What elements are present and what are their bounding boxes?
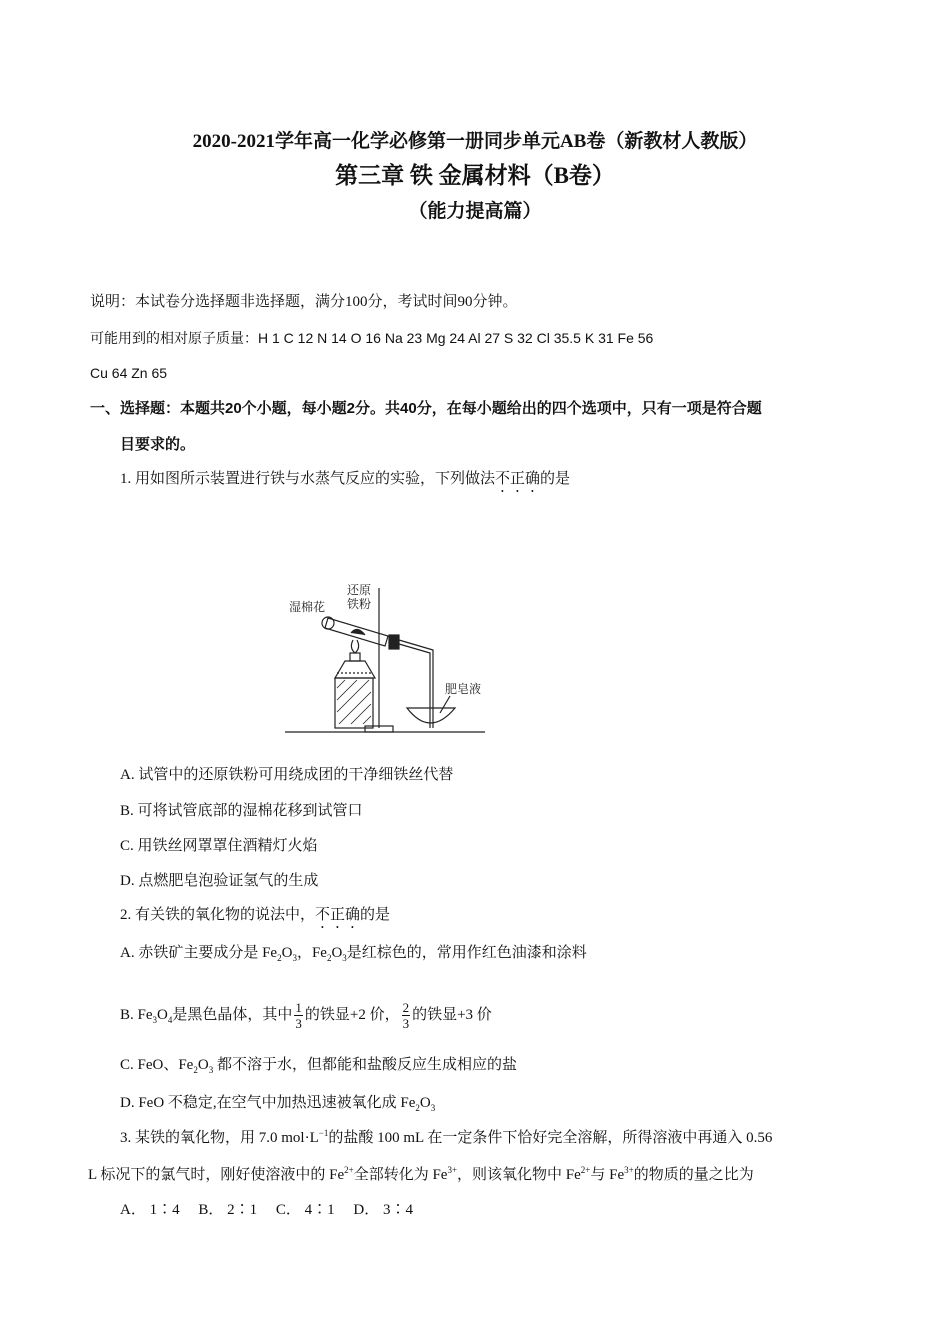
text: 的铁显+3 价	[412, 1007, 492, 1023]
section-heading-line2: 目要求的。	[120, 436, 196, 453]
subscript: 3	[208, 1065, 214, 1075]
superscript: 3+	[624, 1165, 634, 1175]
atomic-masses-line1: 可能用到的相对原子质量：H 1 C 12 N 14 O 16 Na 23 Mg 24 Al 27 S 32 Cl 35.5 K 31 Fe 56	[90, 330, 654, 346]
text: 全部转化为 Fe	[353, 1167, 448, 1183]
iron-steam-apparatus-figure	[285, 578, 495, 738]
superscript: 3+	[447, 1165, 458, 1175]
q3-option-a: A． 1∶4	[120, 1202, 180, 1218]
text: 的物质的量之比为	[633, 1167, 754, 1183]
text: 是红棕色的，常用作红色油漆和涂料	[346, 945, 587, 961]
fraction-two-thirds	[402, 1000, 411, 1031]
q3-option-c: C． 4∶1	[275, 1202, 335, 1218]
text: B. Fe	[120, 1007, 153, 1023]
atomic-masses-line2: Cu 64 Zn 65	[90, 365, 168, 381]
text: 是黑色晶体，其中	[172, 1007, 293, 1023]
label-cotton: 湿棉花	[289, 600, 326, 614]
subscript: 3	[342, 953, 347, 963]
q1-option-d: D. 点燃肥皂泡验证氢气的生成	[120, 873, 319, 889]
q3-options	[120, 1200, 413, 1220]
subscript: 2	[193, 1065, 198, 1075]
text: O	[331, 945, 343, 961]
q3-option-b: B． 2∶1	[198, 1202, 258, 1218]
q1-stem	[120, 469, 570, 496]
denominator: 3	[295, 1016, 302, 1032]
q2-stem	[120, 905, 390, 932]
subscript: 2	[326, 953, 332, 963]
label-iron-1: 还原	[347, 583, 372, 597]
q2-stem-pre: 2. 有关铁的氧化物的说法中，	[120, 907, 316, 923]
q3-option-d: D． 3∶4	[353, 1202, 413, 1218]
text: ，则该氧化物中 Fe	[457, 1167, 581, 1183]
q1-option-c: C. 用铁丝网罩罩住酒精灯火焰	[120, 838, 318, 854]
denominator: 3	[402, 1016, 410, 1032]
text: O	[419, 1095, 431, 1111]
text: 3. 某铁的氧化物，用 7.0 mol·L	[120, 1130, 319, 1146]
subscript: 2	[415, 1103, 420, 1113]
q2-option-b	[120, 1000, 492, 1031]
subscript: 3	[152, 1015, 158, 1025]
text: ，Fe	[296, 945, 327, 961]
subtitle: （能力提高篇）	[408, 201, 542, 222]
text: 都不溶于水，但都能和盐酸反应生成相应的盐	[213, 1057, 517, 1073]
text: O	[281, 945, 293, 961]
section-heading-line1: 一、选择题：本题共20个小题，每小题2分。共40分，在每小题给出的四个选项中，只有一项是符合题	[90, 400, 762, 417]
chapter-title: 第三章 铁 金属材料（B卷）	[335, 163, 615, 188]
superscript: 2+	[344, 1165, 354, 1175]
q2-stem-post: 的是	[360, 907, 391, 923]
text: L 标况下的氯气时，刚好使溶液中的 Fe	[88, 1167, 345, 1183]
q3-stem-line2	[88, 1165, 754, 1185]
q1-stem-pre: 1. 用如图所示装置进行铁与水蒸气反应的实验，下列做法	[120, 471, 496, 487]
q1-stem-post: 的是	[540, 471, 571, 487]
q2-option-d	[120, 1093, 435, 1113]
label-soap: 肥皂液	[445, 682, 482, 696]
text: 的铁显+2 价，	[304, 1007, 400, 1023]
subscript: 3	[292, 953, 297, 963]
q2-option-a	[120, 943, 587, 963]
superscript: −1	[318, 1128, 329, 1138]
q2-option-c	[120, 1055, 517, 1075]
text: O	[157, 1007, 168, 1023]
superscript: 2+	[580, 1165, 591, 1175]
exam-note: 说明：本试卷分选择题非选择题，满分100分，考试时间90分钟。	[90, 294, 518, 310]
text: O	[197, 1057, 209, 1073]
series-title: 2020-2021学年高一化学必修第一册同步单元AB卷（新教材人教版）	[192, 131, 758, 152]
subscript: 3	[430, 1103, 436, 1113]
text: A. 赤铁矿主要成分是 Fe	[120, 945, 278, 961]
q2-stem-emphasis: 不正确	[315, 907, 361, 923]
q1-stem-emphasis: 不正确	[495, 471, 541, 487]
q1-option-a: A. 试管中的还原铁粉可用绕成团的干净细铁丝代替	[120, 767, 454, 783]
subscript: 2	[277, 953, 282, 963]
numerator: 2	[402, 1000, 410, 1016]
label-iron-2: 铁粉	[347, 597, 372, 611]
text: 与 Fe	[590, 1167, 625, 1183]
text: 的盐酸 100 mL 在一定条件下恰好完全溶解，所得溶液中再通入 0.56	[328, 1130, 773, 1146]
text: D. FeO 不稳定,在空气中加热迅速被氧化成 Fe	[120, 1095, 416, 1111]
numerator: 1	[295, 1000, 302, 1016]
q1-option-b: B. 可将试管底部的湿棉花移到试管口	[120, 803, 363, 819]
fraction-one-third	[294, 1000, 303, 1031]
subscript: 4	[167, 1015, 173, 1025]
text: C. FeO、Fe	[120, 1057, 194, 1073]
q3-stem-line1	[120, 1128, 772, 1148]
